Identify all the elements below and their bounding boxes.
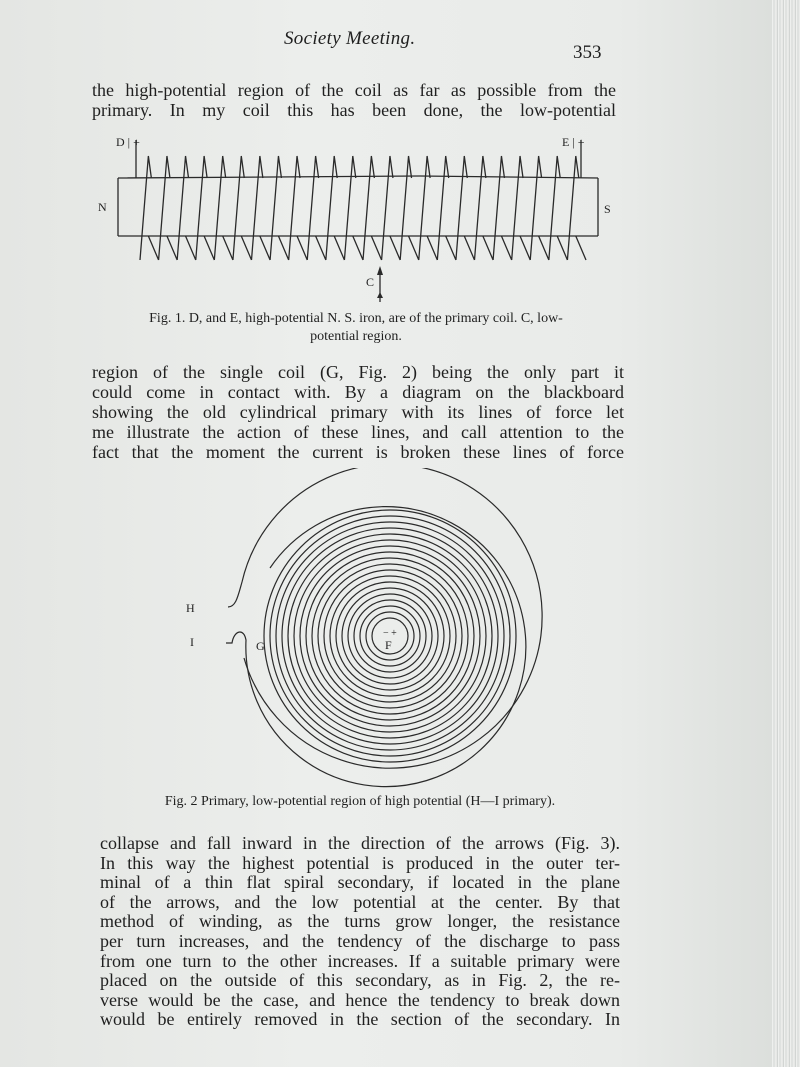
label-c: C <box>366 275 375 289</box>
text-line: fact that the moment the current is broken these lines of force <box>92 442 624 462</box>
page-stack-edge <box>772 0 800 1067</box>
coil-top-edge <box>118 176 598 178</box>
figure-1-caption <box>86 310 626 346</box>
paragraph-2 <box>92 362 624 462</box>
label-plus-minus: − + <box>383 628 397 639</box>
text-line: could come in contact with. By a diagram on the blackboard <box>92 382 624 402</box>
caption-line: Fig. 1. D, and E, high-potential N. S. iron, are of the primary coil. C, low- <box>149 311 563 326</box>
text-line: of the arrows, and the low potential at the center. By that <box>100 891 620 912</box>
arrow-up-icon <box>377 292 383 298</box>
figure-1-svg <box>90 128 620 308</box>
figure-2-caption: Fig. 2 Primary, low-potential region of high potential (H—I primary). <box>164 794 556 809</box>
paragraph-3 <box>100 834 620 1030</box>
figure-1-coil-diagram <box>90 128 620 308</box>
running-title: Society Meeting. <box>284 28 416 49</box>
text-line: verse would be the case, and hence the tendency to break down <box>100 989 620 1010</box>
label-f: F <box>385 638 392 652</box>
label-s: S <box>604 202 611 216</box>
label-i: I <box>190 635 194 649</box>
figure-2-svg <box>180 468 560 788</box>
text-line: primary. In my coil this has been done, the low-potential <box>92 100 616 120</box>
page-number: 353 <box>573 42 602 63</box>
text-line: from one turn to the other increases. If a suitable primary were <box>100 950 620 971</box>
text-line: collapse and fall inward in the direction of the arrows (Fig. 3). <box>100 833 620 853</box>
arrow-up-icon <box>377 266 383 275</box>
text-line: per turn increases, and the tendency of the discharge to pass <box>100 930 620 951</box>
label-g: G <box>256 639 265 653</box>
paragraph-1 <box>92 80 616 120</box>
label-e: E | + <box>562 135 585 149</box>
text-line: minal of a thin flat spiral secondary, if located in the plane <box>100 872 620 893</box>
label-d: D | + <box>116 135 140 149</box>
text-line: region of the single coil (G, Fig. 2) being the only part it <box>92 362 624 382</box>
primary-outer-turn <box>228 468 542 768</box>
text-line: the high-potential region of the coil as far as possible from the <box>92 80 616 100</box>
text-line: would be entirely removed in the section of the secondary. In <box>100 1009 620 1030</box>
text-line: showing the old cylindrical primary with its lines of force let <box>92 402 624 422</box>
text-line: In this way the highest potential is produced in the outer ter- <box>100 852 620 873</box>
text-line: me illustrate the action of these lines, and call attention to the <box>92 422 624 442</box>
coil-windings <box>140 156 586 260</box>
caption-line: potential region. <box>310 329 402 344</box>
text-line: method of winding, as the turns grow longer, the resistance <box>100 911 620 932</box>
label-h: H <box>186 601 195 615</box>
label-n: N <box>98 200 107 214</box>
figure-2-spiral-diagram <box>180 468 560 788</box>
text-line: placed on the outside of this secondary, as in Fig. 2, the re- <box>100 970 620 991</box>
